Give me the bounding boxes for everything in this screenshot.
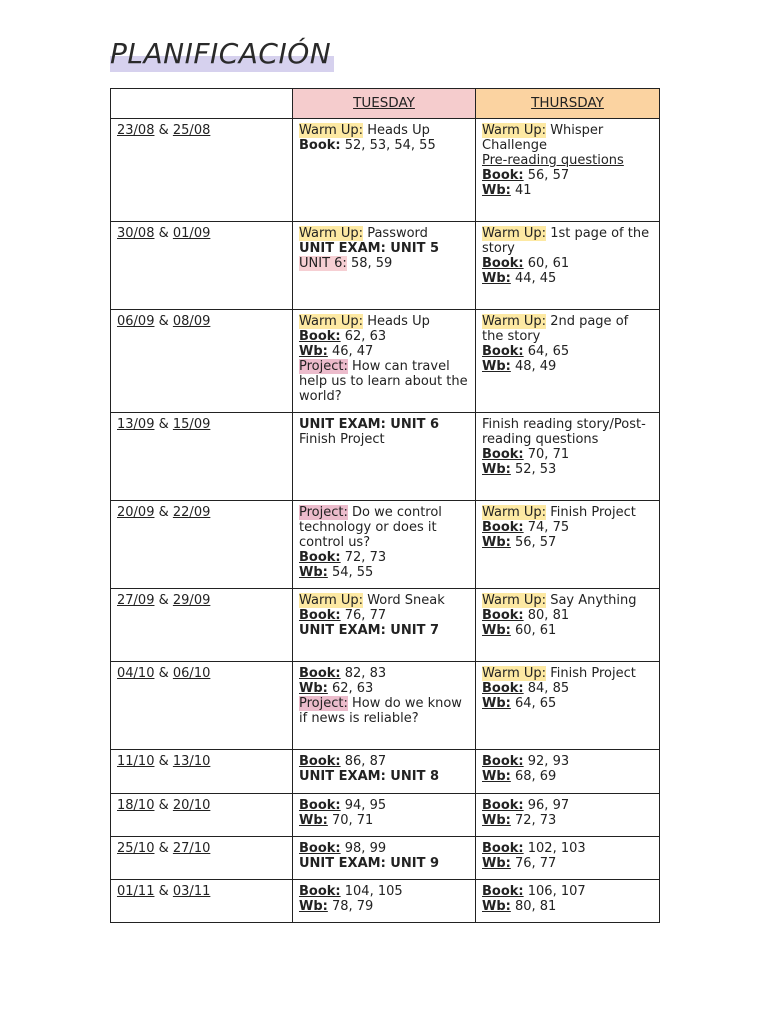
date-end: 25/08 [172, 123, 211, 138]
thursday-cell [476, 310, 660, 413]
cell-text: UNIT EXAM: UNIT 8 [299, 769, 440, 784]
cell-text: Book: [299, 798, 341, 813]
cell-line [482, 344, 653, 359]
cell-text: Wb: [299, 899, 328, 914]
cell-text: 1st page of the story [482, 226, 650, 256]
week-dates-cell [111, 750, 293, 794]
cell-text: Say Anything [546, 593, 637, 608]
date-end: 06/10 [172, 666, 211, 681]
cell-line [299, 666, 469, 681]
week-dates-cell [111, 310, 293, 413]
thursday-cell [476, 662, 660, 750]
cell-line [482, 769, 653, 784]
tuesday-cell [293, 119, 476, 222]
cell-line [299, 226, 469, 241]
thursday-cell [476, 413, 660, 501]
cell-text: How can travel help us to learn about the world? [299, 359, 468, 404]
date-start: 11/10 [117, 754, 155, 769]
page-title: PLANIFICACIÓN [110, 37, 332, 70]
cell-line [482, 462, 653, 477]
date-separator: & [158, 314, 169, 329]
cell-text: Book: [482, 520, 524, 535]
cell-line [299, 623, 469, 638]
date-start: 06/09 [117, 314, 155, 329]
cell-text: Heads Up [363, 314, 430, 329]
cell-line [299, 565, 469, 580]
thursday-cell [476, 750, 660, 794]
cell-line [482, 183, 653, 198]
week-dates-cell [111, 119, 293, 222]
cell-text: Warm Up: [299, 226, 364, 241]
cell-line [482, 813, 653, 828]
cell-line [299, 681, 469, 696]
cell-text: Finish reading story/Post-reading questions [482, 417, 646, 447]
cell-line [482, 226, 653, 256]
cell-text: Book: [299, 666, 341, 681]
cell-line [482, 520, 653, 535]
cell-line [299, 344, 469, 359]
cell-text: Whisper Challenge [482, 123, 604, 153]
cell-line [482, 256, 653, 271]
cell-text: UNIT 6: [299, 256, 347, 271]
cell-text: 94, 95 [340, 798, 387, 813]
cell-text: Warm Up: [482, 314, 547, 329]
cell-text: Wb: [482, 696, 511, 711]
date-separator: & [158, 226, 169, 241]
cell-line [299, 593, 469, 608]
cell-text: Wb: [299, 681, 328, 696]
date-end: 20/10 [172, 798, 211, 813]
thursday-cell [476, 794, 660, 837]
cell-text: Book: [482, 447, 524, 462]
cell-line [299, 329, 469, 344]
cell-text: 44, 45 [510, 271, 557, 286]
cell-text: Finish Project [546, 666, 636, 681]
cell-text: 72, 73 [340, 550, 387, 565]
cell-line [482, 314, 653, 344]
cell-line [299, 899, 469, 914]
header-blank-cell [111, 89, 293, 119]
date-start: 30/08 [117, 226, 155, 241]
cell-line [482, 798, 653, 813]
cell-line [482, 417, 653, 447]
cell-text: 62, 63 [327, 681, 374, 696]
date-end: 01/09 [172, 226, 211, 241]
table-row [111, 880, 660, 923]
cell-text: 104, 105 [340, 884, 403, 899]
cell-line [299, 359, 469, 404]
cell-text: 56, 57 [523, 168, 570, 183]
cell-text: 56, 57 [510, 535, 557, 550]
cell-line [299, 256, 469, 271]
cell-line [482, 123, 653, 153]
cell-text: Book: [299, 841, 341, 856]
cell-text: 64, 65 [510, 696, 557, 711]
tuesday-cell [293, 880, 476, 923]
cell-line [299, 696, 469, 726]
date-start: 25/10 [117, 841, 155, 856]
cell-text: Wb: [482, 271, 511, 286]
cell-text: Word Sneak [363, 593, 445, 608]
cell-line [482, 505, 653, 520]
cell-line [482, 681, 653, 696]
date-end: 13/10 [172, 754, 211, 769]
week-dates-cell [111, 662, 293, 750]
cell-text: Book: [299, 754, 341, 769]
cell-text: 62, 63 [340, 329, 387, 344]
cell-line [299, 856, 469, 871]
date-separator: & [158, 798, 169, 813]
date-start: 27/09 [117, 593, 155, 608]
cell-line [299, 841, 469, 856]
date-start: 04/10 [117, 666, 155, 681]
cell-text: 48, 49 [510, 359, 557, 374]
date-separator: & [158, 666, 169, 681]
cell-text: How do we know if news is reliable? [299, 696, 462, 726]
cell-text: UNIT EXAM: UNIT 5 [299, 241, 440, 256]
cell-text: Book: [299, 550, 341, 565]
cell-text: Wb: [299, 813, 328, 828]
week-dates-cell [111, 880, 293, 923]
cell-line [299, 884, 469, 899]
cell-text: 92, 93 [523, 754, 570, 769]
date-start: 23/08 [117, 123, 155, 138]
cell-line [482, 447, 653, 462]
cell-text: 80, 81 [510, 899, 557, 914]
header-row [111, 89, 660, 119]
cell-line [482, 754, 653, 769]
cell-text: Warm Up: [299, 123, 364, 138]
cell-text: Wb: [299, 344, 328, 359]
cell-text: 64, 65 [523, 344, 570, 359]
cell-text: 60, 61 [510, 623, 557, 638]
cell-line [299, 550, 469, 565]
table-row [111, 662, 660, 750]
cell-text: Book: [482, 841, 524, 856]
cell-text: Book: [482, 344, 524, 359]
cell-text: 52, 53, 54, 55 [340, 138, 436, 153]
cell-line [482, 168, 653, 183]
cell-text: 70, 71 [523, 447, 570, 462]
date-start: 20/09 [117, 505, 155, 520]
week-dates-cell [111, 413, 293, 501]
cell-text: Book: [299, 329, 341, 344]
cell-text: Wb: [482, 769, 511, 784]
tuesday-cell [293, 662, 476, 750]
cell-text: 78, 79 [327, 899, 374, 914]
thursday-cell [476, 837, 660, 880]
cell-text: 82, 83 [340, 666, 387, 681]
cell-line [299, 505, 469, 550]
date-start: 01/11 [117, 884, 155, 899]
table-row [111, 837, 660, 880]
thursday-cell [476, 119, 660, 222]
week-dates-cell [111, 837, 293, 880]
cell-line [299, 813, 469, 828]
cell-line [482, 666, 653, 681]
cell-line [299, 608, 469, 623]
cell-text: 2nd page of the story [482, 314, 629, 344]
cell-text: Wb: [482, 623, 511, 638]
tuesday-cell [293, 501, 476, 589]
date-end: 27/10 [172, 841, 211, 856]
date-start: 18/10 [117, 798, 155, 813]
table-row [111, 310, 660, 413]
cell-text: 102, 103 [523, 841, 586, 856]
date-separator: & [158, 505, 169, 520]
cell-text: 106, 107 [523, 884, 586, 899]
tuesday-cell [293, 413, 476, 501]
tuesday-cell [293, 750, 476, 794]
schedule-table [110, 88, 660, 923]
cell-text: Warm Up: [482, 593, 547, 608]
cell-text: 60, 61 [523, 256, 570, 271]
cell-text: 68, 69 [510, 769, 557, 784]
cell-text: Finish Project [299, 432, 385, 447]
tuesday-cell [293, 794, 476, 837]
cell-text: Book: [482, 168, 524, 183]
date-separator: & [158, 593, 169, 608]
cell-line [482, 359, 653, 374]
cell-text: UNIT EXAM: UNIT 7 [299, 623, 440, 638]
cell-text: Wb: [482, 813, 511, 828]
schedule-body [111, 119, 660, 923]
cell-text: Book: [299, 608, 341, 623]
cell-text: Warm Up: [299, 314, 364, 329]
week-dates-cell [111, 589, 293, 662]
table-row [111, 222, 660, 310]
cell-text: 98, 99 [340, 841, 387, 856]
cell-text: 76, 77 [340, 608, 387, 623]
date-separator: & [158, 841, 169, 856]
cell-line [299, 314, 469, 329]
cell-line [299, 123, 469, 138]
cell-line [482, 841, 653, 856]
cell-text: Book: [482, 798, 524, 813]
cell-text: Warm Up: [299, 593, 364, 608]
header-tuesday [293, 89, 476, 119]
cell-text: Project: [299, 505, 348, 520]
cell-text: Book: [299, 138, 341, 153]
header-tuesday-label: TUESDAY [353, 95, 415, 111]
cell-line [482, 856, 653, 871]
cell-text: 41 [510, 183, 532, 198]
cell-text: Warm Up: [482, 666, 547, 681]
cell-text: Wb: [299, 565, 328, 580]
cell-line [482, 623, 653, 638]
cell-text: Warm Up: [482, 123, 547, 138]
table-row [111, 750, 660, 794]
cell-line [482, 608, 653, 623]
thursday-cell [476, 222, 660, 310]
cell-text: Warm Up: [482, 505, 547, 520]
date-end: 22/09 [172, 505, 211, 520]
cell-line [482, 153, 653, 168]
cell-text: 76, 77 [510, 856, 557, 871]
cell-text: 72, 73 [510, 813, 557, 828]
cell-line [299, 241, 469, 256]
cell-text: 54, 55 [327, 565, 374, 580]
date-separator: & [158, 417, 169, 432]
cell-text: Wb: [482, 183, 511, 198]
cell-line [482, 535, 653, 550]
cell-text: UNIT EXAM: UNIT 9 [299, 856, 440, 871]
cell-line [482, 696, 653, 711]
cell-text: Password [363, 226, 428, 241]
cell-text: 58, 59 [346, 256, 393, 271]
cell-text: Book: [482, 884, 524, 899]
date-start: 13/09 [117, 417, 155, 432]
cell-line [299, 417, 469, 432]
thursday-cell [476, 880, 660, 923]
header-thursday [476, 89, 660, 119]
date-end: 29/09 [172, 593, 211, 608]
tuesday-cell [293, 837, 476, 880]
cell-line [482, 899, 653, 914]
date-separator: & [158, 123, 169, 138]
cell-line [482, 884, 653, 899]
header-thursday-label: THURSDAY [531, 95, 604, 111]
cell-text: Wb: [482, 856, 511, 871]
cell-text: 74, 75 [523, 520, 570, 535]
table-row [111, 794, 660, 837]
cell-text: Project: [299, 359, 348, 374]
cell-text: Wb: [482, 462, 511, 477]
table-row [111, 501, 660, 589]
cell-text: Finish Project [546, 505, 636, 520]
cell-text: Book: [482, 681, 524, 696]
thursday-cell [476, 501, 660, 589]
cell-text: Pre-reading questions [482, 153, 624, 168]
cell-text: Heads Up [363, 123, 430, 138]
table-row [111, 589, 660, 662]
cell-line [482, 593, 653, 608]
date-separator: & [158, 884, 169, 899]
tuesday-cell [293, 222, 476, 310]
tuesday-cell [293, 310, 476, 413]
date-separator: & [158, 754, 169, 769]
cell-line [299, 798, 469, 813]
cell-text: Wb: [482, 899, 511, 914]
cell-text: Project: [299, 696, 348, 711]
week-dates-cell [111, 501, 293, 589]
cell-text: 96, 97 [523, 798, 570, 813]
cell-text: Book: [482, 608, 524, 623]
cell-text: Book: [482, 754, 524, 769]
cell-text: Wb: [482, 535, 511, 550]
cell-line [299, 754, 469, 769]
cell-text: 70, 71 [327, 813, 374, 828]
cell-line [299, 138, 469, 153]
cell-text: UNIT EXAM: UNIT 6 [299, 417, 440, 432]
date-end: 08/09 [172, 314, 211, 329]
cell-text: 84, 85 [523, 681, 570, 696]
cell-text: 46, 47 [327, 344, 374, 359]
thursday-cell [476, 589, 660, 662]
week-dates-cell [111, 794, 293, 837]
date-end: 15/09 [172, 417, 211, 432]
table-row [111, 413, 660, 501]
table-row [111, 119, 660, 222]
date-end: 03/11 [172, 884, 211, 899]
cell-text: Book: [299, 884, 341, 899]
tuesday-cell [293, 589, 476, 662]
week-dates-cell [111, 222, 293, 310]
cell-text: Wb: [482, 359, 511, 374]
cell-text: 86, 87 [340, 754, 387, 769]
cell-text: Do we control technology or does it control us? [299, 505, 442, 550]
cell-line [299, 769, 469, 784]
cell-line [482, 271, 653, 286]
cell-text: Book: [482, 256, 524, 271]
cell-text: Warm Up: [482, 226, 547, 241]
cell-text: 52, 53 [510, 462, 557, 477]
cell-line [299, 432, 469, 447]
cell-text: 80, 81 [523, 608, 570, 623]
